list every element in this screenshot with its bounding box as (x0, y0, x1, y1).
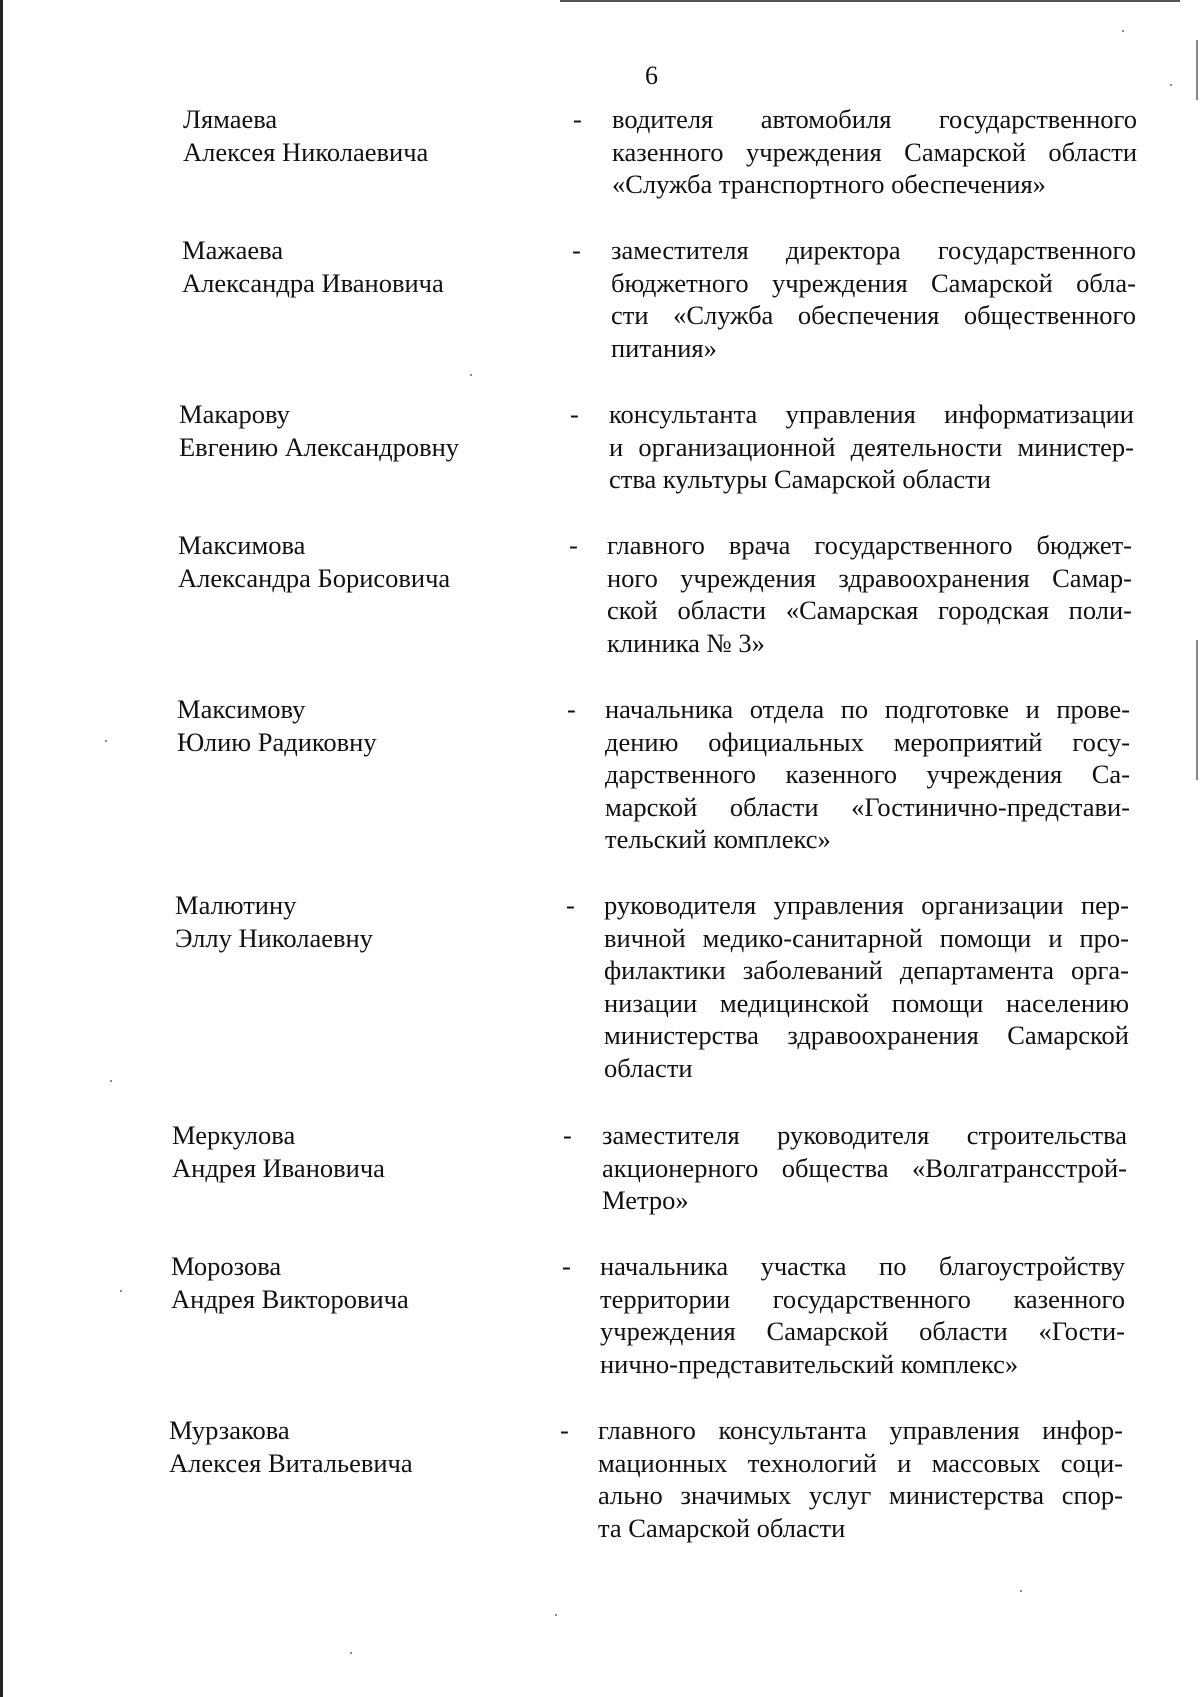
appointee-name (179, 398, 459, 463)
appointee-position (604, 889, 1129, 1085)
position-line: территории государственного казенного (600, 1283, 1125, 1314)
position-line: ного учреждения здравоохранения Самар- (607, 562, 1132, 593)
position-line: дению официальных мероприятий госу- (605, 726, 1130, 757)
position-line: клиника № 3» (607, 627, 765, 658)
scan-speck (1020, 1590, 1022, 1592)
appointee-position (609, 398, 1134, 496)
position-line: заместителя директора государственного (611, 235, 1136, 265)
appointee-surname: Мажаева (182, 235, 284, 265)
scan-right-mark (1196, 40, 1198, 100)
appointee-name (178, 529, 450, 594)
appointee-surname: Максимова (178, 530, 306, 560)
dash-separator: - (572, 235, 581, 265)
appointee-name (183, 103, 428, 168)
appointee-name (172, 1119, 385, 1184)
appointee-surname: Малютину (175, 890, 297, 920)
scan-speck (555, 1614, 557, 1616)
scan-speck (105, 740, 107, 742)
position-line: филактики заболеваний департамента орга- (604, 955, 1129, 986)
dash-separator: - (570, 399, 579, 429)
appointee-given-names: Алексея Витальевича (169, 1447, 413, 1478)
appointee-name (177, 693, 377, 758)
scan-speck (350, 1652, 352, 1654)
position-line: руководителя управления организации пер- (604, 890, 1129, 920)
position-line: «Служба транспортного обеспечения» (612, 169, 1046, 200)
appointee-name (182, 234, 444, 299)
appointee-surname: Меркулова (172, 1120, 296, 1150)
dash-separator: - (560, 1415, 569, 1445)
appointee-position (602, 1119, 1127, 1217)
position-line: питания» (611, 332, 717, 363)
scan-left-edge (0, 0, 3, 1697)
position-line: казенного учреждения Самарской области (612, 136, 1137, 167)
appointee-given-names: Алексея Николаевича (183, 136, 429, 167)
appointee-surname: Максимову (177, 694, 306, 724)
appointee-given-names: Андрея Викторовича (171, 1283, 409, 1314)
position-line: и организационной деятельности министер- (609, 431, 1134, 462)
dash-separator: - (563, 1120, 572, 1150)
position-line: заместителя руководителя строительства (602, 1120, 1127, 1150)
position-line: та Самарской области (598, 1512, 846, 1543)
appointee-given-names: Андрея Ивановича (172, 1152, 385, 1183)
position-line: вичной медико-санитарной помощи и про- (604, 922, 1129, 953)
appointee-given-names: Юлию Радиковну (177, 726, 377, 757)
appointee-surname: Морозова (171, 1251, 282, 1281)
position-line: тельский комплекс» (605, 824, 831, 855)
position-line: низации медицинской помощи населению (604, 987, 1129, 1018)
appointee-surname: Лямаева (183, 104, 278, 134)
appointee-name (171, 1250, 409, 1315)
appointee-name (175, 889, 373, 954)
appointee-given-names: Евгению Александровну (179, 431, 460, 462)
appointee-position (611, 234, 1136, 364)
dash-separator: - (566, 890, 575, 920)
position-line: главного консультанта управления инфор- (598, 1415, 1123, 1445)
appointee-position (600, 1250, 1125, 1380)
position-line: дарственного казенного учреждения Са- (605, 759, 1130, 790)
position-line: акционерного общества «Волгатрансстрой- (602, 1152, 1127, 1183)
appointee-position (605, 693, 1130, 856)
scan-speck (1122, 30, 1124, 32)
position-line: сти «Служба обеспечения общественного (611, 300, 1136, 331)
page-number: 6 (645, 61, 658, 90)
dash-separator: - (569, 530, 578, 560)
scan-right-mark (1196, 640, 1198, 780)
scan-speck (110, 1080, 112, 1082)
position-line: главного врача государственного бюджет- (607, 530, 1132, 560)
position-line: марской области «Гостинично-представи- (605, 791, 1130, 822)
scan-speck (470, 374, 472, 376)
position-line: бюджетного учреждения Самарской обла- (611, 267, 1136, 298)
appointee-surname: Макарову (179, 399, 290, 429)
position-line: области (604, 1052, 693, 1083)
position-line: ально значимых услуг министерства спор- (598, 1480, 1123, 1511)
appointee-name (169, 1414, 413, 1479)
position-line: начальника участка по благоустройству (600, 1251, 1125, 1281)
position-line: ской области «Самарская городская поли- (607, 595, 1132, 626)
appointee-given-names: Александра Ивановича (182, 267, 444, 298)
position-line: нично-представительский комплекс» (600, 1348, 1019, 1379)
dash-separator: - (567, 694, 576, 724)
position-line: министерства здравоохранения Самарской (604, 1020, 1129, 1051)
appointee-surname: Мурзакова (169, 1415, 290, 1445)
scan-speck (120, 1290, 122, 1292)
scan-top-edge (560, 0, 1180, 2)
appointee-given-names: Александра Борисовича (178, 562, 451, 593)
dash-separator: - (573, 104, 582, 134)
dash-separator: - (562, 1251, 571, 1281)
position-line: водителя автомобиля государственного (612, 104, 1137, 134)
scan-speck (1170, 84, 1172, 86)
appointee-position (607, 529, 1132, 659)
position-line: Метро» (602, 1185, 689, 1216)
position-line: ства культуры Самарской области (609, 464, 991, 495)
position-line: начальника отдела по подготовке и прове- (605, 694, 1130, 724)
position-line: мационных технологий и массовых соци- (598, 1447, 1123, 1478)
appointee-position (598, 1414, 1123, 1544)
position-line: консультанта управления информатизации (609, 399, 1134, 429)
appointee-given-names: Эллу Николаевну (175, 922, 373, 953)
position-line: учреждения Самарской области «Гости- (600, 1316, 1125, 1347)
appointee-position (612, 103, 1137, 201)
